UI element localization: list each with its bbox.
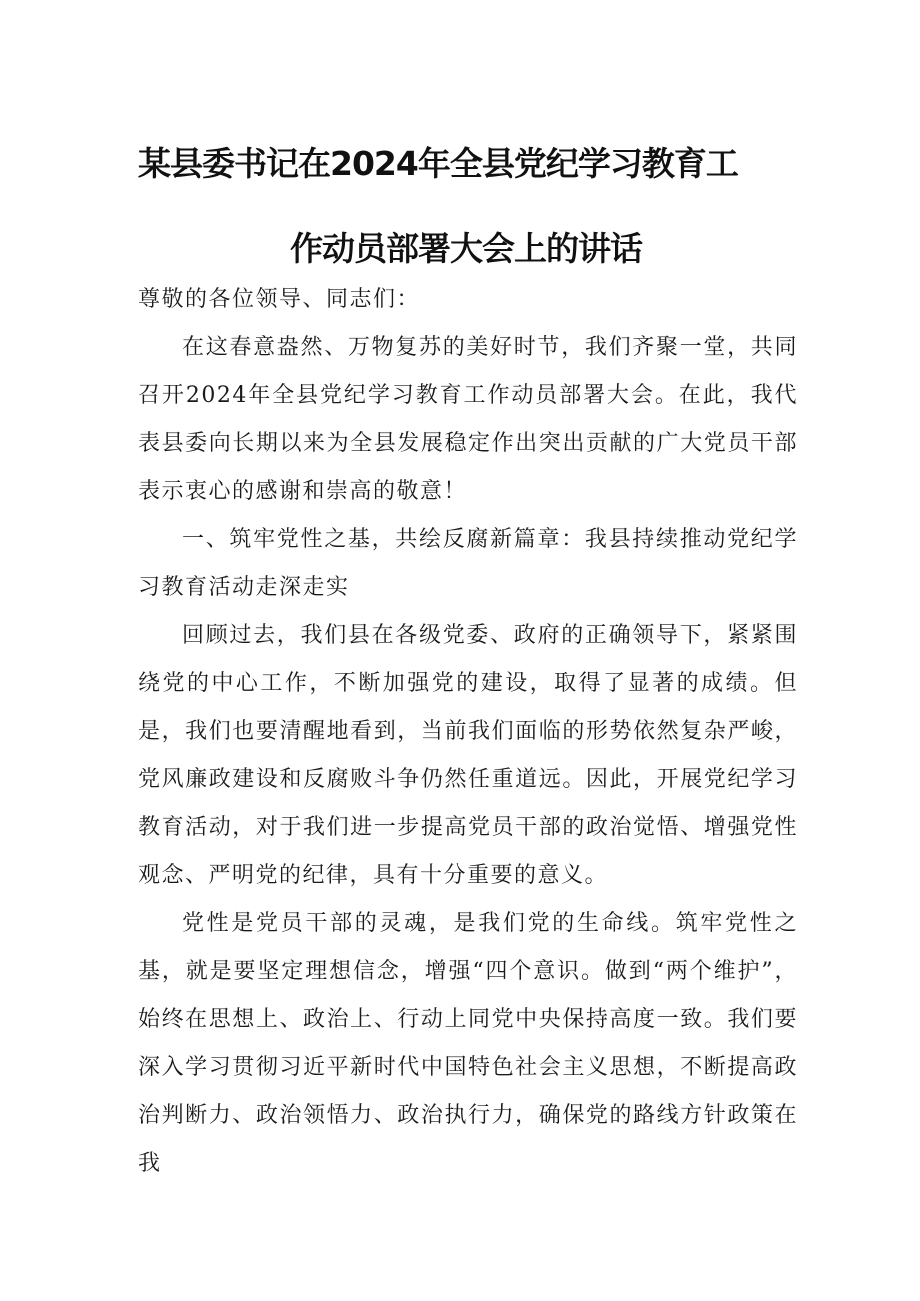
paragraph-party-spirit: 党性是党员干部的灵魂，是我们党的生命线。筑牢党性之基，就是要坚定理想信念，增强“四个意识。做到“两个维护”，始终在思想上、政治上、行动上同党中央保持高度一致。我们要深入学习贯彻习近平新时代中国特色社会主义思想，不断提高政治判断力、政治领悟力、政治执行力，确保党的路线方针政策在我	[138, 911, 798, 1176]
section-heading-1: 一、筑牢党性之基，共绘反腐新篇章：我县持续推动党纪学习教育活动走深走实	[138, 527, 798, 600]
paragraph-review: 回顾过去，我们县在各级党委、政府的正确领导下，紧紧围绕党的中心工作，不断加强党的建设，取得了显著的成绩。但是，我们也要清醒地看到，当前我们面临的形势依然复杂严峻，党风廉政建设和反腐败斗争仍然任重道远。因此，开展党纪学习教育活动，对于我们进一步提高党员干部的政治觉悟、增强党性观念、严明党的纪律，具有十分重要的意义。	[138, 623, 798, 888]
paragraph-opening: 在这春意盎然、万物复苏的美好时节，我们齐聚一堂，共同召开2024年全县党纪学习教育工作动员部署大会。在此，我代表县委向长期以来为全县发展稳定作出突出贡献的广大党员干部表示衷心的感谢和崇高的敬意！	[138, 335, 798, 504]
document-title-line-2: 作动员部署大会上的讲话	[290, 229, 642, 268]
salutation: 尊敬的各位领导、同志们：	[138, 287, 421, 312]
document-title-line-1: 某县委书记在2024年全县党纪学习教育工	[138, 144, 738, 183]
